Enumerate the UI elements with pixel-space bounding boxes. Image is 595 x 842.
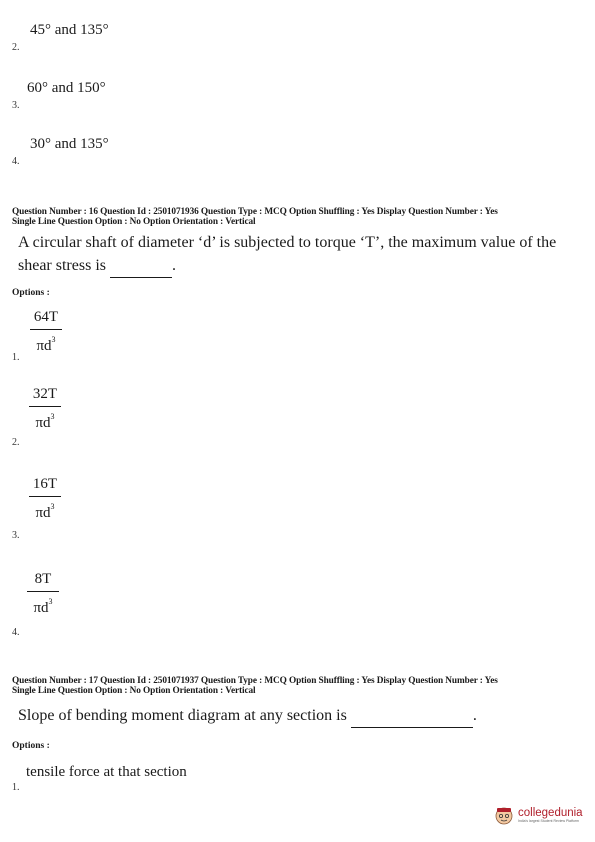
- q16-option-3-denominator: [35, 497, 54, 522]
- mascot-icon: [494, 805, 514, 825]
- prev-option-4-text: 30° and 135°: [30, 136, 109, 152]
- question-16-options-label: Options :: [12, 288, 50, 298]
- question-16-period: .: [171, 257, 176, 274]
- q16-option-1-numerator: 64T: [33, 309, 59, 325]
- logo-tagline: India's largest Student Review Platform: [518, 818, 579, 823]
- prev-option-3-number: 3.: [12, 100, 20, 111]
- q17-option-1-text: tensile force at that section: [26, 764, 187, 780]
- q16-option-3-numerator: 16T: [32, 476, 58, 492]
- q16-option-1-denominator-base: πd: [36, 338, 52, 354]
- q16-option-4-fraction: [25, 570, 61, 617]
- q16-option-1-fraction: [28, 308, 64, 355]
- q16-option-2-numerator: 32T: [32, 386, 58, 402]
- question-17-meta-line1: Question Number : 17 Question Id : 2501071937 Question Type : MCQ Option Shuffling : Yes Display Question Number : Yes: [12, 676, 498, 686]
- logo-text: [518, 807, 583, 824]
- q16-option-2-denominator-base: πd: [35, 415, 51, 431]
- q16-option-2-exponent: 3: [50, 412, 55, 421]
- prev-option-4-number: 4.: [12, 156, 20, 167]
- question-17-text-content: Slope of bending moment diagram at any section is: [18, 707, 347, 724]
- question-17-period: .: [472, 707, 477, 724]
- question-16-meta: [12, 207, 587, 227]
- prev-option-2-text: 45° and 135°: [30, 22, 109, 38]
- question-16-text-line2-content: shear stress is: [18, 257, 106, 274]
- q16-option-2-number: 2.: [12, 437, 20, 448]
- q16-option-4-number: 4.: [12, 627, 20, 638]
- logo-wordmark: collegedunia: [518, 806, 583, 819]
- q16-option-3-denominator-base: πd: [35, 505, 51, 521]
- q16-option-2-denominator: [35, 407, 54, 432]
- q16-option-4-denominator-base: πd: [33, 600, 49, 616]
- q16-option-3-fraction: [27, 475, 63, 522]
- q16-option-3-number: 3.: [12, 530, 20, 541]
- collegedunia-logo: [494, 805, 583, 825]
- question-17-meta: [12, 676, 587, 696]
- q16-option-1-number: 1.: [12, 352, 20, 363]
- q16-option-1-denominator: [36, 330, 55, 355]
- answer-blank: [110, 254, 172, 278]
- question-16-text-line2: [18, 254, 583, 278]
- question-16-meta-line1: Question Number : 16 Question Id : 2501071936 Question Type : MCQ Option Shuffling : Yes Display Question Number : Yes: [12, 207, 498, 217]
- q16-option-4-exponent: 3: [48, 597, 53, 606]
- q16-option-1-exponent: 3: [51, 335, 56, 344]
- question-16-text: [18, 231, 583, 278]
- prev-option-3-text: 60° and 150°: [27, 80, 106, 96]
- question-16-meta-line2: Single Line Question Option : No Option Orientation : Vertical: [12, 217, 256, 227]
- prev-option-2-number: 2.: [12, 42, 20, 53]
- question-17-meta-line2: Single Line Question Option : No Option Orientation : Vertical: [12, 686, 256, 696]
- q16-option-4-numerator: 8T: [34, 571, 52, 587]
- q16-option-4-denominator: [33, 592, 52, 617]
- q16-option-2-fraction: [27, 385, 63, 432]
- q16-option-3-exponent: 3: [50, 502, 55, 511]
- question-17-options-label: Options :: [12, 741, 50, 751]
- question-16-text-line1: A circular shaft of diameter ‘d’ is subjected to torque ‘T’, the maximum value of the: [18, 234, 557, 251]
- question-17-text: [18, 704, 583, 728]
- q17-option-1-number: 1.: [12, 782, 20, 793]
- answer-blank: [351, 704, 473, 728]
